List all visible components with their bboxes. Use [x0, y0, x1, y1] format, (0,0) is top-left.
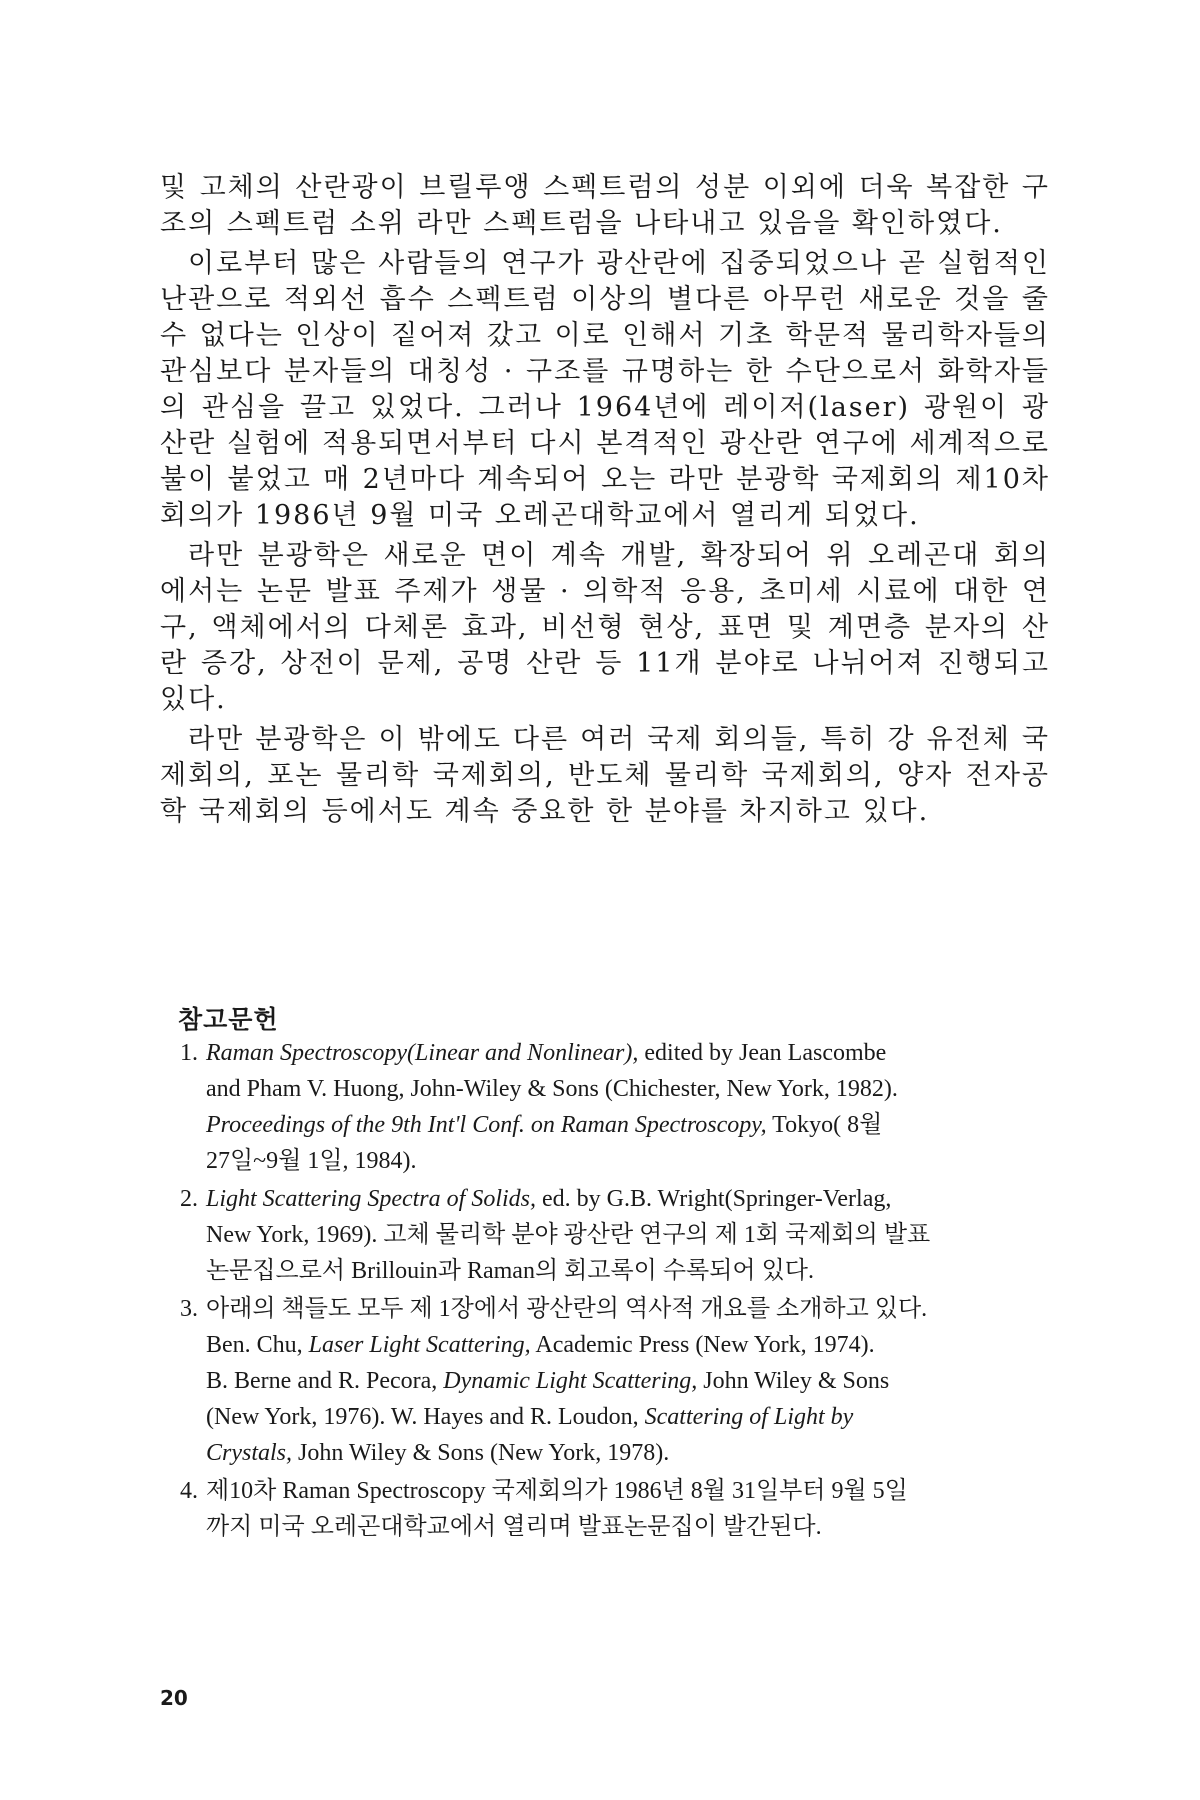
reference-text: John Wiley & Sons	[697, 1368, 890, 1394]
reference-line	[206, 1363, 1050, 1399]
reference-text: Ben. Chu,	[206, 1332, 309, 1358]
reference-number: 1.	[180, 1040, 198, 1066]
reference-item-3	[180, 1291, 1050, 1471]
body-text	[160, 170, 1050, 834]
paragraph-3: 라만 분광학은 새로운 면이 계속 개발, 확장되어 위 오레곤대 회의에서는 논문 발표 주제가 생물 · 의학적 응용, 초미세 시료에 대한 연구, 액체에서의 다체론 효과, 비선형 현상, 표면 및 계면층 분자의 산란 증강, 상전이 문제, 공명 산란 등 11개 분야로 나뉘어져 진행되고 있다.	[160, 540, 1050, 715]
reference-text: Academic Press (New York, 1974).	[530, 1332, 875, 1358]
reference-title: Proceedings of the 9th Int'l Conf. on Raman Spectroscopy,	[206, 1112, 767, 1138]
page-number: 20	[160, 1686, 188, 1710]
reference-line: 27일~9월 1일, 1984).	[206, 1148, 417, 1174]
references-heading: 참고문헌	[178, 1005, 279, 1034]
reference-line	[206, 1107, 1050, 1143]
reference-text: John Wiley & Sons (New York, 1978).	[292, 1440, 670, 1466]
reference-title: Crystals,	[206, 1440, 293, 1466]
reference-title: Light Scattering Spectra of Solids,	[206, 1186, 536, 1212]
reference-title: Scattering of Light by	[644, 1404, 854, 1430]
reference-line: 제10차 Raman Spectroscopy 국제회의가 1986년 8월 31일부터 9월 5일	[206, 1478, 908, 1504]
reference-text: ed. by G.B. Wright(Springer-Verlag,	[536, 1186, 892, 1212]
reference-line: 까지 미국 오레곤대학교에서 열리며 발표논문집이 발간된다.	[206, 1514, 822, 1540]
reference-number: 4.	[180, 1478, 198, 1504]
reference-item-1	[180, 1035, 1050, 1179]
paragraph-2: 이로부터 많은 사람들의 연구가 광산란에 집중되었으나 곧 실험적인 난관으로 적외선 흡수 스펙트럼 이상의 별다른 아무런 새로운 것을 줄 수 없다는 인상이 짙어져 갔고 이로 인해서 기초 학문적 물리학자들의 관심보다 분자들의 대칭성 · 구조를 규명하는 한 수단으로서 화학자들의 관심을 끌고 있었다. 그러나 1964년에 레이저(laser) 광원이 광산란 실험에 적용되면서부터 다시 본격적인 광산란 연구에 세계적으로 불이 붙었고 매 2년마다 계속되어 오는 라만 분광학 국제회의 제10차 회의가 1986년 9월 미국 오레곤대학교에서 열리게 되었다.	[160, 248, 1050, 531]
reference-number: 2.	[180, 1186, 198, 1212]
reference-line	[206, 1399, 1050, 1435]
references-list	[180, 1035, 1050, 1547]
reference-text: Tokyo( 8월	[766, 1112, 883, 1138]
reference-item-4	[180, 1473, 1050, 1545]
reference-line: 아래의 책들도 모두 제 1장에서 광산란의 역사적 개요를 소개하고 있다.	[206, 1296, 928, 1322]
reference-title: Raman Spectroscopy(Linear and Nonlinear),	[206, 1040, 639, 1066]
reference-line: and Pham V. Huong, John-Wiley & Sons (Chichester, New York, 1982).	[206, 1076, 898, 1102]
reference-item-2	[180, 1181, 1050, 1289]
reference-line: 논문집으로서 Brillouin과 Raman의 회고록이 수록되어 있다.	[206, 1258, 814, 1284]
reference-title: Dynamic Light Scattering,	[443, 1368, 698, 1394]
reference-line	[206, 1181, 1050, 1217]
reference-line	[206, 1035, 1050, 1071]
paragraph-4: 라만 분광학은 이 밖에도 다른 여러 국제 회의들, 특히 강 유전체 국제회의, 포논 물리학 국제회의, 반도체 물리학 국제회의, 양자 전자공학 국제회의 등에서도 계속 중요한 한 분야를 차지하고 있다.	[160, 724, 1050, 827]
reference-line	[206, 1435, 1050, 1471]
paragraph-1: 및 고체의 산란광이 브릴루앵 스펙트럼의 성분 이외에 더욱 복잡한 구조의 스펙트럼 소위 라만 스펙트럼을 나타내고 있음을 확인하였다.	[160, 172, 1050, 239]
reference-text: B. Berne and R. Pecora,	[206, 1368, 444, 1394]
reference-line: New York, 1969). 고체 물리학 분야 광산란 연구의 제 1회 국제회의 발표	[206, 1222, 931, 1248]
reference-text: (New York, 1976). W. Hayes and R. Loudon,	[206, 1404, 645, 1430]
reference-text: edited by Jean Lascombe	[638, 1040, 887, 1066]
reference-line	[206, 1327, 1050, 1363]
reference-title: Laser Light Scattering,	[308, 1332, 531, 1358]
reference-number: 3.	[180, 1296, 198, 1322]
